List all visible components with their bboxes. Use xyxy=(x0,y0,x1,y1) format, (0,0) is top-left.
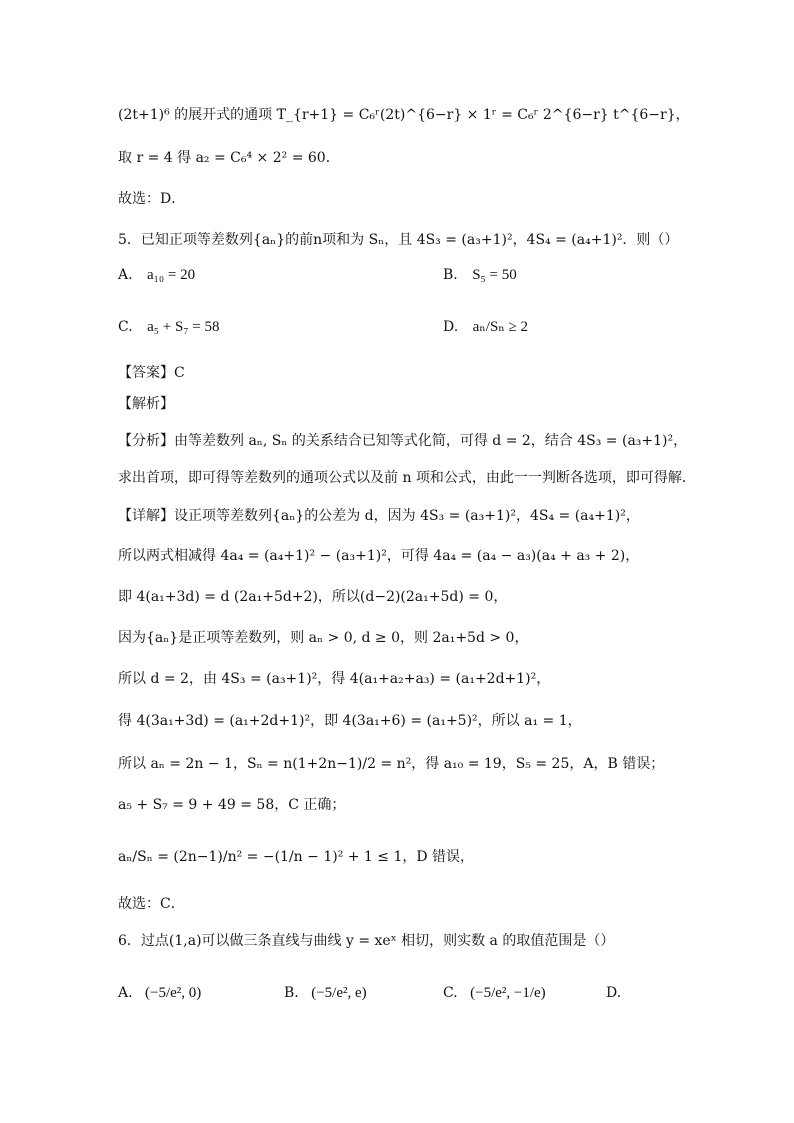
q5-option-a xyxy=(118,264,195,286)
analysis-summary: 【分析】由等差数列 aₙ, Sₙ 的关系结合已知等式化简，可得 d = 2，结合 4S₃ = (a₃+1)²， xyxy=(118,433,688,449)
q5-option-b xyxy=(443,264,517,286)
option-label: B. xyxy=(443,267,458,283)
answer-tag: 【答案】C xyxy=(118,365,185,381)
analysis-tag: 【解析】 xyxy=(118,396,174,412)
option-text: (−5/e², 0) xyxy=(145,985,202,1001)
option-label: D. xyxy=(606,985,622,1001)
q6-option-d xyxy=(606,982,629,1004)
option-text: (−5/e², −1/e) xyxy=(470,985,546,1001)
q5-option-d xyxy=(443,316,528,338)
option-text: a₁₀ = 20 xyxy=(147,267,196,283)
option-label: A. xyxy=(118,267,133,283)
detail-step-6: 得 4(3a₁+3d) = (a₁+2d+1)²，即 4(3a₁+6) = (a₁+5)²，所以 a₁ = 1， xyxy=(118,713,582,729)
detail-step-8: a₅ + S₇ = 9 + 49 = 58，C 正确； xyxy=(118,797,346,813)
q6-question: 6．过点(1,a)可以做三条直线与曲线 y = xeˣ 相切，则实数 a 的取值范围是（） xyxy=(118,933,615,949)
detail-step-9: aₙ/Sₙ = (2n−1)/n² = −(1/n − 1)² + 1 ≤ 1，D 错误， xyxy=(118,849,475,865)
option-label: C. xyxy=(118,319,133,335)
option-label: D. xyxy=(443,319,459,335)
detail-step-3: 即 4(a₁+3d) = d (2a₁+5d+2)，所以(d−2)(2a₁+5d) = 0， xyxy=(118,589,508,605)
option-text: S₅ = 50 xyxy=(472,267,517,283)
option-label: A. xyxy=(118,985,133,1001)
detail-step-7: 所以 aₙ = 2n − 1，Sₙ = n(1+2n−1)/2 = n²，得 a₁₀ = 19，S₅ = 25，A，B 错误； xyxy=(118,756,665,772)
q4-answer-choice: 故选：D． xyxy=(118,191,186,207)
take-r-equals-4: 取 r = 4 得 a₂ = C₆⁴ × 2² = 60． xyxy=(118,150,340,166)
option-text: a₅ + S₇ = 58 xyxy=(147,319,220,335)
q6-option-c xyxy=(443,982,546,1004)
option-text: aₙ/Sₙ ≥ 2 xyxy=(472,319,529,335)
q6-option-b xyxy=(284,982,367,1004)
option-label: B. xyxy=(284,985,299,1001)
expansion-general-term: (2t+1)⁶ 的展开式的通项 T_{r+1} = C₆ʳ(2t)^{6−r} × 1ʳ = C₆ʳ 2^{6−r} t^{6−r}， xyxy=(118,107,690,123)
detail-step-2: 所以两式相减得 4a₄ = (a₄+1)² − (a₃+1)²，可得 4a₄ = (a₄ − a₃)(a₄ + a₃ + 2)， xyxy=(118,548,640,564)
analysis-summary-cont: 求出首项，即可得等差数列的通项公式以及前 n 项和公式，由此一一判断各选项，即可得解． xyxy=(118,470,696,486)
detail-step-1: 【详解】设正项等差数列{aₙ}的公差为 d，因为 4S₃ = (a₃+1)²，4S₄ = (a₄+1)²， xyxy=(118,508,640,524)
q5-option-c xyxy=(118,316,220,338)
option-text: (−5/e², e) xyxy=(311,985,367,1001)
q6-option-a xyxy=(118,982,201,1004)
q5-final-choice: 故选：C． xyxy=(118,896,185,912)
detail-step-5: 所以 d = 2，由 4S₃ = (a₃+1)²，得 4(a₁+a₂+a₃) = (a₁+2d+1)²， xyxy=(118,671,551,687)
option-label: C. xyxy=(443,985,458,1001)
q5-question: 5．已知正项等差数列{aₙ}的前n项和为 Sₙ，且 4S₃ = (a₃+1)²，4S₄ = (a₄+1)²．则（） xyxy=(118,232,679,248)
detail-step-4: 因为{aₙ}是正项等差数列，则 aₙ > 0, d ≥ 0，则 2a₁+5d > 0， xyxy=(118,630,529,646)
